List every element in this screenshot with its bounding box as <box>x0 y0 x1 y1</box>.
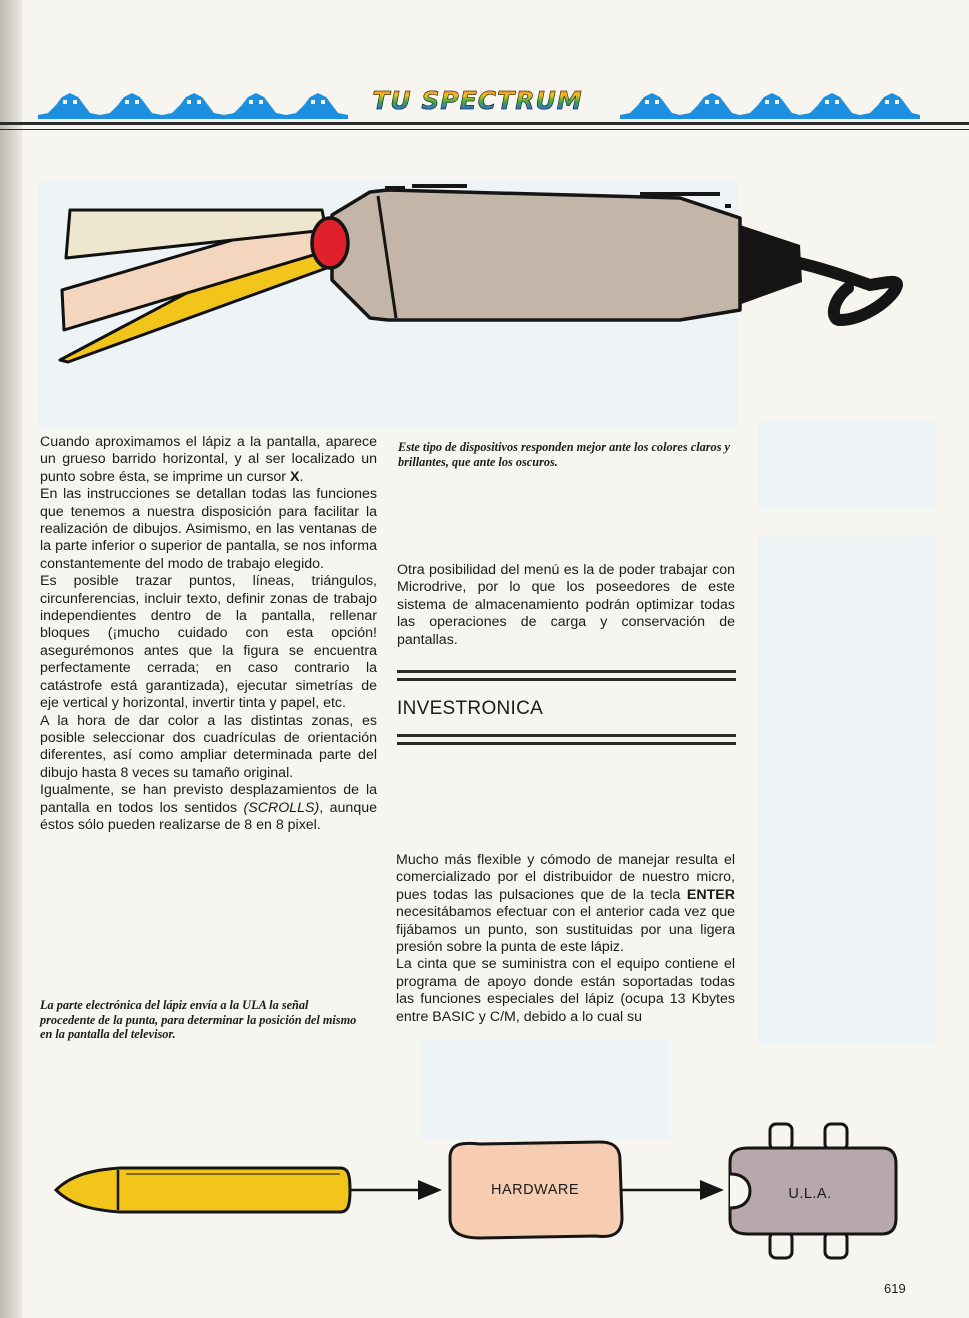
pen-cable <box>795 262 897 320</box>
right-column-lower <box>396 852 735 1026</box>
paragraph-cinta: La cinta que se suministra con el equipo contiene el programa de apoyo donde están soportadas todas las funciones especiales del lápiz (ocupa 13 Kbytes entre BASIC y C/M, debido a lo cual su <box>396 956 735 1025</box>
cursor-x-label: X <box>289 468 300 485</box>
paragraph-funciones: Es posible trazar puntos, líneas, triángulos, circunferencias, incluir texto, definir zonas de trabajo independientes dentro de la pantalla, rellenar bloques (¡mucho cuidado con esta opción! asegurémonos antes que la figura se encuentra perfectamente cerrada; en caso contrario la catástrofe está garantizada), ejecutar simetrías de eje vertical y horizontal, invertir tinta y papel, etc. <box>40 573 377 712</box>
caption-colores: Este tipo de dispositivos responden mejor ante los colores claros y brillantes, que ante los oscuros. <box>398 440 731 469</box>
heading-rule-top <box>397 670 736 673</box>
paragraph-microdrive: Otra posibilidad del menú es la de poder trabajar con Microdrive, por lo que los poseedores de este sistema de almacenamiento podrán optimizar todas las operaciones de carga y conservación de pantallas. <box>397 562 735 648</box>
ula-label: U.L.A. <box>788 1186 832 1202</box>
section-title: TU SPECTRUM <box>360 86 595 115</box>
text-run: Mucho más flexible y cómodo de manejar resulta el comercializado por el distribuidor de nuestro micro, pues todas las pulsaciones que de la tecla <box>396 852 735 903</box>
heading-rule-top-2 <box>397 678 736 681</box>
page-gutter <box>0 0 22 1318</box>
text-run: Cuando aproximamos el lápiz a la pantalla, aparece un grueso barrido horizontal, y al ser localizado un punto sobre ésta, se imprime un cursor <box>40 434 377 485</box>
heading-rule-bottom-2 <box>397 742 736 745</box>
text-run: necesitábamos efectuar con el anterior cada vez que fijábamos un punto, son sustituidas por una ligera presión sobre la punta de este lápiz. <box>396 904 735 956</box>
heading-rule-bottom <box>397 734 736 737</box>
show-through-block <box>758 420 936 510</box>
section-heading: INVESTRONICA <box>397 698 544 719</box>
page-number: 619 <box>884 1281 906 1296</box>
paragraph-color: A la hora de dar color a las distintas zonas, es posible seleccionar dos cuadrículas de orientación diferentes, así como ampliar determinada parte del dibujo hasta 8 veces su tamaño original. <box>40 712 377 781</box>
left-column <box>40 434 377 834</box>
paragraph-instrucciones: En las instrucciones se detallan todas las funciones que tenemos a nuestra disposición para facilitar la realización de dibujos. Asimismo, en las ventanas de la parte inferior o superior de pantalla, se nos informa constantemente del modo de trabajo elegido. <box>40 486 377 572</box>
paragraph-intro <box>40 434 377 486</box>
header-rule-thin <box>0 129 969 130</box>
paragraph-scrolls <box>40 782 377 834</box>
show-through-block <box>758 535 936 1045</box>
pen-tip <box>312 218 348 268</box>
hardware-label: HARDWARE <box>490 1182 580 1198</box>
enter-key-label: ENTER <box>686 886 735 903</box>
light-pen-illustration <box>40 170 950 430</box>
text-run: Igualmente, se han previsto desplazamientos de la pantalla en todos los sentidos <box>40 782 377 816</box>
text-run: . <box>299 468 304 485</box>
text-run: , aunque éstos sólo pueden realizarse de 8 en 8 pixel. <box>40 799 377 833</box>
caption-ula: La parte electrónica del lápiz envía a la ULA la señal procedente de la punta, para determinar la posición del mismo en la pantalla del televisor. <box>40 998 357 1041</box>
scrolls-term: (SCROLLS) <box>243 799 320 816</box>
header-rule-thick <box>0 122 969 125</box>
invader-band-left <box>38 85 348 121</box>
paragraph-investronica <box>396 852 735 956</box>
invader-band-right <box>620 85 920 121</box>
diagram-pen <box>56 1168 350 1212</box>
